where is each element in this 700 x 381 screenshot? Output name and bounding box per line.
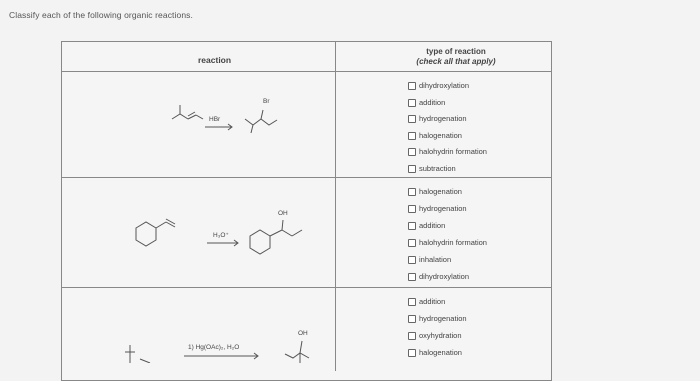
type-header-line2: (check all that apply) — [416, 56, 496, 66]
r3-product-fragment — [285, 353, 309, 358]
r2-product-ring — [250, 230, 270, 254]
option-label: halogenation — [419, 131, 462, 140]
option-label: halohydrin formation — [419, 147, 487, 156]
r2-reactant-ring — [136, 222, 156, 246]
type-header-line1: type of reaction — [426, 47, 486, 56]
option-label: inhalation — [419, 255, 452, 264]
option-label: hydrogenation — [419, 114, 467, 123]
option-label: dihydroxylation — [419, 81, 470, 90]
option-label: addition — [419, 297, 446, 306]
option-label: addition — [419, 221, 446, 230]
option-label: hydrogenation — [419, 204, 467, 213]
option-label: subtraction — [419, 164, 456, 173]
instruction-text: Classify each of the following organic reactions. — [9, 10, 193, 20]
r1-reactant-chain — [172, 114, 188, 119]
r3-product-label: OH — [298, 330, 308, 337]
r1-product-label: Br — [263, 98, 270, 105]
option-label: oxyhydration — [419, 331, 462, 340]
r1-product-chain — [245, 119, 277, 125]
option-label: halogenation — [419, 348, 462, 357]
option-label: dihydroxylation — [419, 272, 470, 281]
option-label: hydrogenation — [419, 314, 467, 323]
option-label: halohydrin formation — [419, 238, 487, 247]
r1-reagent: HBr — [209, 116, 221, 123]
r2-product-label: OH — [278, 210, 288, 217]
r2-reagent: H₃O⁺ — [213, 232, 229, 239]
r3-reagent: 1) Hg(OAc)₂, H₂O — [188, 344, 240, 351]
reaction-column-header: reaction — [198, 55, 232, 65]
option-label: halogenation — [419, 187, 462, 196]
option-label: addition — [419, 98, 446, 107]
